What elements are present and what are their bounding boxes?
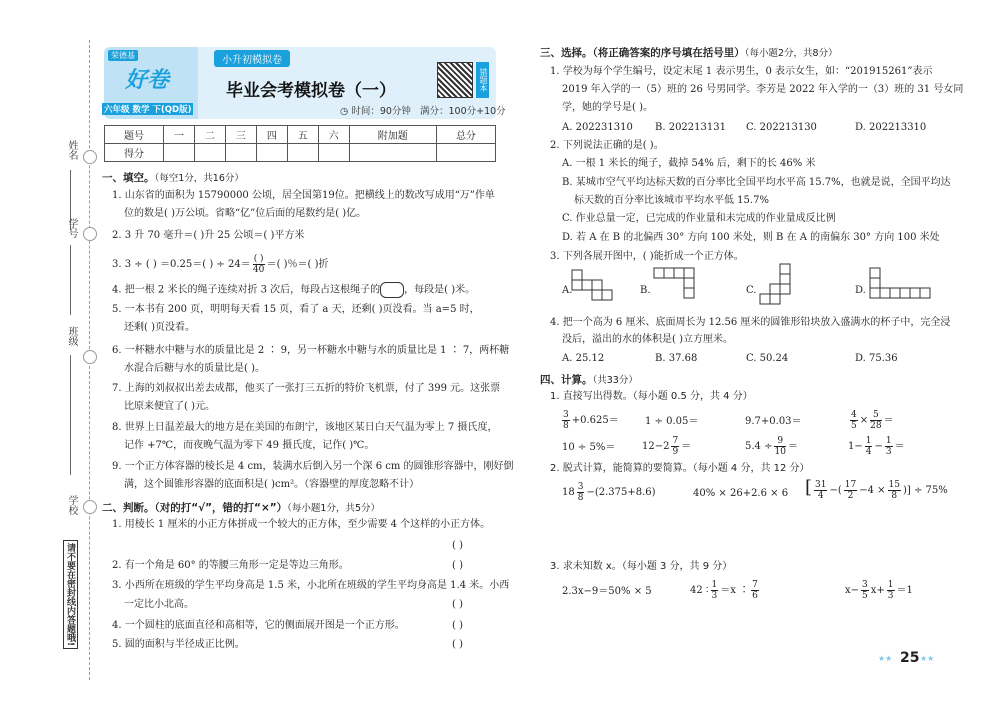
clock-icon: ◷ [340, 106, 349, 117]
fill-q7-line2: 比原来便宜了( )元。 [124, 401, 215, 412]
net-square [870, 278, 880, 288]
judge-q4-answer[interactable]: ( ) [452, 620, 463, 631]
net-square [880, 288, 890, 298]
binding-hole [83, 500, 97, 514]
score-header: 五 [287, 126, 318, 144]
net-square [664, 268, 674, 278]
net-square [900, 288, 910, 298]
choice-q1-opt-b[interactable]: B. 202213131 [655, 122, 726, 133]
margin-label-number: 学号 [66, 218, 77, 238]
choice-q3: 3. 下列各展开图中，( )能折成一个正方体。 [550, 251, 744, 262]
choice-q3-opt-c[interactable]: C. [746, 285, 757, 296]
net-square [780, 284, 790, 294]
net-square [870, 288, 880, 298]
calc1-item5: 10 ÷ 5%＝ [562, 442, 616, 453]
score-header: 一 [164, 126, 195, 144]
net-square [890, 288, 900, 298]
choice-q2: 2. 下列说法正确的是( )。 [550, 140, 664, 151]
calc1-item6: 12−2 $\frac{7}{9}$ ＝ [642, 436, 692, 457]
fill-q8-line1: 8. 世界上日温差最大的地方是在美国的布朗宁，该地区某日白天气温为零上 7 摄氏度， [112, 422, 498, 433]
fill-q5-line1: 5. 一本书有 200 页，明明每天看 15 页，看了 a 天，还剩( )页没看。当 a=5 时， [112, 304, 480, 315]
score-header: 总分 [436, 126, 495, 144]
net-square [572, 280, 582, 290]
cube-net-b [652, 266, 712, 310]
score-row-label: 得分 [105, 144, 164, 162]
cube-net-c [758, 262, 808, 312]
net-square [910, 288, 920, 298]
binding-hole [83, 350, 97, 364]
choice-q2-opt-c[interactable]: C. 作业总量一定，已完成的作业量和未完成的作业量成反比例 [562, 213, 836, 224]
score-header: 二 [195, 126, 226, 144]
cube-net-d [868, 266, 938, 310]
fill-q6-line2: 水混合后糖与水的质量比是( )。 [124, 363, 265, 374]
choice-q1-line3: 学，她的学号是( )。 [562, 102, 653, 113]
section-choice-title: 三、选择。（将正确答案的序号填在括号里）（每小题2分，共8分） [540, 47, 838, 59]
score-table [104, 125, 496, 162]
exam-time: 时间：90分钟 [351, 106, 411, 117]
choice-q4-line1: 4. 把一个高为 6 厘米、底面周长为 12.56 厘米的圆锥形铅块放入盛满水的杯子中，完全浸 [550, 317, 951, 328]
fill-q2: 2. 3 升 70 毫升＝( )升 25 公顷＝( )平方米 [112, 230, 305, 241]
calc1-item4: $\frac{4}{5}$ × $\frac{5}{28}$ ＝ [851, 410, 894, 431]
score-cell[interactable] [195, 144, 226, 162]
calc3-title: 3. 求未知数 x。（每小题 3 分，共 9 分） [550, 561, 733, 572]
margin-line [70, 355, 71, 475]
exam-tag: 小升初模拟卷 [214, 50, 290, 67]
choice-q2-opt-a[interactable]: A. 一根 1 米长的绳子，截掉 54% 后，剩下的长 46% 米 [562, 158, 816, 169]
margin-label-class: 班级 [66, 326, 77, 346]
calc2-expr1: 18 $\frac{3}{8}$ −(2.375+8.6) [562, 482, 656, 503]
fill-q7-line1: 7. 上海的刘叔叔出差去成都，他买了一张打三五折的特价飞机票，付了 399 元。这张票 [112, 383, 501, 394]
judge-q3-line2: 一定比小北高。 [124, 599, 194, 610]
calc3-expr2: 42 ∶ $\frac{1}{3}$ ＝x ∶ $\frac{7}{6}$ [690, 580, 758, 601]
calc2-expr3: [ $\frac{31}{4}$ −( $\frac{17}{2}$ −4 × $\frac{15}{8}$ )] ÷ 75% [805, 477, 948, 501]
fill-q9-line1: 9. 一个正方体容器的棱长是 4 cm，装满水后倒入另一个深 6 cm 的圆锥形容器中，刚好倒 [112, 461, 514, 472]
calc3-expr1: 2.3x−9＝50% × 5 [562, 586, 652, 597]
calc1-item8: 1− $\frac{1}{4}$ − $\frac{1}{3}$ ＝ [848, 436, 905, 457]
fill-q5-line2: 还剩( )页没看。 [124, 322, 195, 333]
fill-q4: 4. 把一根 2 米长的绳子连续对折 3 次后，每段占这根绳子的 ，每段是( )米。 [112, 282, 475, 298]
net-square [684, 288, 694, 298]
calc2-title: 2. 脱式计算，能简算的要简算。（每小题 4 分，共 12 分） [550, 463, 810, 474]
choice-q4-opt-a[interactable]: A. 25.12 [562, 353, 605, 364]
net-square [770, 284, 780, 294]
margin-label-school: 学校 [66, 495, 77, 515]
net-square [920, 288, 930, 298]
exam-full-score: 满分：100分+10分 [419, 106, 506, 117]
net-square [592, 280, 602, 290]
section-calc-title: 四、计算。（共33分） [540, 374, 638, 386]
choice-q4-opt-c[interactable]: C. 50.24 [746, 353, 789, 364]
judge-q5: 5. 圆的面积与半径成正比例。 [112, 639, 245, 650]
exam-meta [340, 103, 506, 117]
score-header: 三 [225, 126, 256, 144]
judge-q5-answer[interactable]: ( ) [452, 639, 463, 650]
fill-q1-line1: 1. 山东省的面积为 15790000 公顷，居全国第19位。把横线上的数改写成用“万”作单 [112, 190, 495, 201]
choice-q3-opt-d[interactable]: D. [855, 285, 866, 296]
choice-q2-opt-d[interactable]: D. 若 A 在 B 的北偏西 30° 方向 100 米处，则 B 在 A 的南偏东 30° 方向 100 米处 [562, 232, 940, 243]
net-square [602, 290, 612, 300]
qr-code-icon[interactable] [437, 62, 473, 98]
fill-q6-line1: 6. 一杯糖水中糖与水的质量比是 2 ∶ 9，另一杯糖水中糖与水的质量比是 1 ∶ 7，两杯糖 [112, 345, 510, 356]
calc3-expr3: x− $\frac{3}{5}$ x+ $\frac{1}{3}$ ＝1 [845, 580, 913, 601]
choice-q4-opt-b[interactable]: B. 37.68 [655, 353, 698, 364]
net-square [760, 294, 770, 304]
choice-q1-opt-a[interactable]: A. 202231310 [562, 122, 633, 133]
section-fill-title: 一、填空。（每空1分，共16分） [102, 172, 244, 184]
choice-q2-opt-b-cont: 标天数的百分率比该城市平均水平低 15.7% [574, 195, 769, 206]
choice-q1-line1: 1. 学校为每个学生编号，设定末尾 1 表示男生，0 表示女生，如：“201915261”表示 [550, 66, 933, 77]
net-square [674, 268, 684, 278]
cube-net-a [570, 268, 630, 308]
fill-q3: 3. 3 ÷ ( ) ＝0.25＝( ) ÷ 24＝ $\frac{( )}{40}$ ＝( )％＝( )折 [112, 254, 329, 275]
net-square [870, 268, 880, 278]
score-cell[interactable] [164, 144, 195, 162]
net-square [582, 280, 592, 290]
calc1-item2: 1 ÷ 0.05＝ [645, 416, 699, 427]
calc1-title: 1. 直接写出得数。（每小题 0.5 分，共 4 分） [550, 391, 753, 402]
calc2-expr2: 40% × 26+2.6 × 6 [693, 488, 789, 499]
net-square [780, 264, 790, 274]
choice-q3-opt-a[interactable]: A. [562, 285, 573, 296]
fill-q1-line2: 位的数是( )万公顷。省略“亿”位后面的尾数约是( )亿。 [124, 208, 367, 219]
mistake-book-tag: 错题本 [476, 62, 489, 98]
judge-q3-answer[interactable]: ( ) [452, 599, 463, 610]
binding-hole [83, 227, 97, 241]
score-header: 六 [318, 126, 349, 144]
score-cell[interactable] [436, 144, 495, 162]
margin-label-name: 姓名 [66, 140, 77, 160]
brand-logo: 好卷 [125, 68, 170, 93]
judge-q1-answer[interactable]: ( ) [452, 540, 463, 551]
choice-q1-opt-c[interactable]: C. 202213130 [746, 122, 817, 133]
choice-q3-opt-b[interactable]: B. [640, 285, 651, 296]
score-header: 附加题 [349, 126, 436, 144]
judge-q2: 2. 有一个角是 60° 的等腰三角形一定是等边三角形。 [112, 560, 349, 571]
fill-q8-line2: 记作 +7℃，而夜晚气温为零下 49 摄氏度，记作( )℃。 [124, 440, 375, 451]
choice-q4-opt-d[interactable]: D. 75.36 [855, 353, 898, 364]
star-decoration-icon: ★★ [920, 654, 935, 663]
net-square [592, 290, 602, 300]
choice-q1-line2: 2019 年入学的一（5）班的 26 号男同学。李芳是 2022 年入学的一（3）班的 31 号女同 [562, 84, 964, 95]
page-title: 毕业会考模拟卷（一） [226, 81, 396, 101]
net-square [780, 274, 790, 284]
score-cell[interactable] [225, 144, 256, 162]
judge-q3-line1: 3. 小西所在班级的学生平均身高是 1.5 米，小北所在班级的学生平均身高是 1.4 米。小西 [112, 580, 510, 591]
judge-q4: 4. 一个圆柱的底面直径和高相等，它的侧面展开图是一个正方形。 [112, 620, 405, 631]
calc1-item3: 9.7+0.03＝ [745, 416, 802, 427]
score-cell[interactable] [256, 144, 287, 162]
choice-q1-opt-d[interactable]: D. 202213310 [855, 122, 927, 133]
choice-q2-opt-b[interactable]: B. 某城市空气平均达标天数的百分率比全国平均水平高 15.7%，也就是说，全国平均达 [562, 177, 951, 188]
score-header: 题号 [105, 126, 164, 144]
score-cell[interactable] [349, 144, 436, 162]
section-judge-title: 二、判断。（对的打“√”，错的打“×”）（每小题1分，共5分） [102, 502, 380, 514]
net-square [684, 278, 694, 288]
brand-label: 荣德基 [108, 50, 138, 61]
net-square [770, 294, 780, 304]
judge-q1: 1. 用棱长 1 厘米的小正方体拼成一个较大的正方体，至少需要 4 个这样的小正方体。 [112, 519, 491, 530]
score-cell[interactable] [287, 144, 318, 162]
star-decoration-icon: ★★ [878, 654, 893, 663]
binding-hole [83, 150, 97, 164]
net-square [654, 268, 664, 278]
choice-q4-line2: 没后，溢出的水的体积是( )立方厘米。 [562, 334, 733, 345]
net-square [572, 270, 582, 280]
score-header: 四 [256, 126, 287, 144]
score-cell[interactable] [318, 144, 349, 162]
calc1-item1: $\frac{3}{8}$ +0.625＝ [563, 410, 619, 431]
margin-notice: 请不要在密封线内答题哦! [63, 540, 78, 649]
calc1-item7: 5.4 ÷ $\frac{9}{10}$ ＝ [745, 436, 798, 457]
grade-label: 六年级 数学 下(QD版) [104, 105, 192, 115]
margin-line [70, 245, 71, 315]
page-number: 25 [900, 650, 920, 666]
fill-q9-line2: 满，这个圆锥形容器的底面积是( )cm²。（容器壁的厚度忽略不计） [124, 479, 420, 490]
net-square [684, 268, 694, 278]
judge-q2-answer[interactable]: ( ) [452, 560, 463, 571]
